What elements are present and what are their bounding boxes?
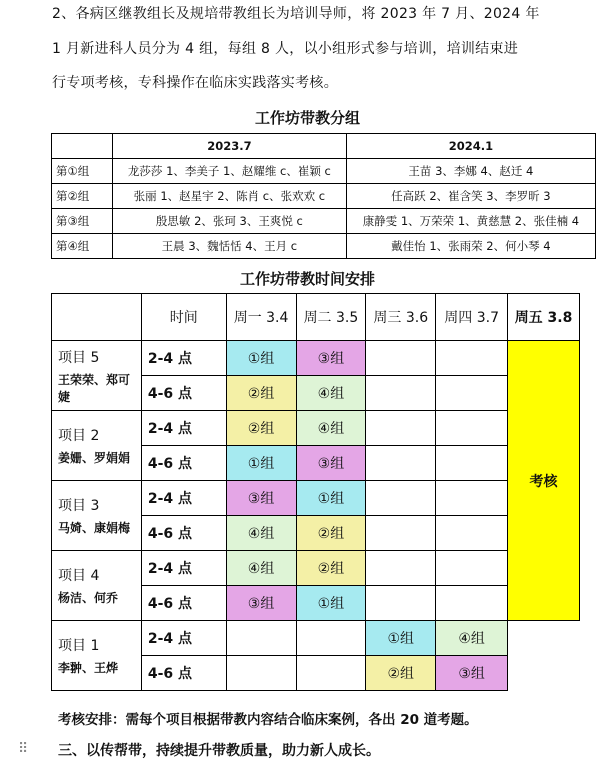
group-cell: ③组: [296, 341, 366, 376]
project-people: 杨洁、何乔: [58, 591, 119, 605]
groups-header-blank: [52, 134, 113, 159]
table-row: [52, 621, 580, 656]
day-header: 周四 3.7: [436, 294, 508, 341]
group-label: 第④组: [52, 234, 113, 259]
project-cell: [52, 411, 142, 481]
group-cell: ②组: [226, 376, 296, 411]
schedule-header-blank: [52, 294, 142, 341]
group-members-2023: 王晨 3、魏恬恬 4、王月 c: [113, 234, 347, 259]
group-cell: ④组: [296, 411, 366, 446]
table-row: [52, 184, 596, 209]
group-cell: ③组: [436, 656, 508, 691]
group-label: 第③组: [52, 209, 113, 234]
time-slot: 2-4 点: [141, 341, 226, 376]
table-row: [52, 551, 580, 586]
time-slot: 4-6 点: [141, 376, 226, 411]
table-row: [52, 209, 596, 234]
project-name: 项目 1: [58, 638, 100, 654]
group-cell: [366, 481, 436, 516]
drag-handle-icon[interactable]: ⠿: [18, 741, 29, 757]
group-cell: ③组: [296, 446, 366, 481]
project-name: 项目 5: [58, 349, 100, 366]
group-cell: ①组: [226, 341, 296, 376]
schedule-header-row: [52, 294, 580, 341]
group-cell: ①组: [296, 586, 366, 621]
group-members-2024: 戴佳怡 1、张雨荣 2、何小琴 4: [346, 234, 595, 259]
group-cell: ②组: [296, 551, 366, 586]
schedule-title: 工作坊带教时间安排: [239, 270, 375, 288]
group-cell: ④组: [436, 621, 508, 656]
group-cell: ②组: [366, 656, 436, 691]
time-slot: 4-6 点: [141, 656, 226, 691]
group-cell: ①组: [366, 621, 436, 656]
group-members-2024: 任高跃 2、崔含笑 3、李罗昕 3: [346, 184, 595, 209]
group-cell: ④组: [296, 376, 366, 411]
project-people: 马婍、康娟梅: [58, 521, 131, 535]
project-name: 项目 3: [58, 498, 100, 514]
project-cell: [52, 341, 142, 411]
time-header: 时间: [141, 294, 226, 341]
exam-cell: 考核: [508, 341, 580, 621]
day-header: 周五 3.8: [508, 294, 580, 341]
day-header: 周一 3.4: [226, 294, 296, 341]
group-cell: [366, 586, 436, 621]
table-row: [52, 159, 596, 184]
time-slot: 2-4 点: [141, 481, 226, 516]
groups-table: [51, 133, 596, 259]
time-slot: 4-6 点: [141, 586, 226, 621]
group-cell: [436, 586, 508, 621]
time-slot: 4-6 点: [141, 516, 226, 551]
time-slot: 2-4 点: [141, 551, 226, 586]
project-name: 项目 4: [58, 568, 100, 584]
table-row: [52, 234, 596, 259]
time-slot: 2-4 点: [141, 621, 226, 656]
project-people: 王荣荣、郑可婕: [58, 372, 131, 404]
project-name: 项目 2: [58, 428, 100, 444]
group-cell: ②组: [296, 516, 366, 551]
schedule-table: [51, 293, 580, 691]
project-people: 李翀、王烨: [58, 661, 119, 675]
group-members-2023: 张丽 1、赵星宇 2、陈肖 c、张欢欢 c: [113, 184, 347, 209]
group-cell: [296, 656, 366, 691]
project-cell: [52, 551, 142, 621]
groups-header-2024: 2024.1: [346, 134, 595, 159]
group-members-2023: 殷思敏 2、张珂 3、王爽悦 c: [113, 209, 347, 234]
group-cell: [366, 446, 436, 481]
group-cell: [436, 551, 508, 586]
group-cell: ②组: [226, 411, 296, 446]
intro-line-3: 行专项考核，专科操作在临床实践落实考核。: [52, 75, 338, 91]
group-label: 第②组: [52, 184, 113, 209]
table-row: [52, 411, 580, 446]
project-cell: [52, 621, 142, 691]
time-slot: 4-6 点: [141, 446, 226, 481]
day-header: 周二 3.5: [296, 294, 366, 341]
day-header: 周三 3.6: [366, 294, 436, 341]
group-cell: ①组: [296, 481, 366, 516]
closing-heading: 三、以传帮带，持续提升带教质量，助力新人成长。: [58, 743, 380, 759]
group-cell: [366, 516, 436, 551]
group-cell: ④组: [226, 516, 296, 551]
group-cell: ①组: [226, 446, 296, 481]
group-cell: [226, 656, 296, 691]
groups-header-2023: 2023.7: [113, 134, 347, 159]
group-members-2024: 王苗 3、李娜 4、赵迁 4: [346, 159, 595, 184]
group-cell: [436, 516, 508, 551]
group-cell: [366, 411, 436, 446]
project-cell: [52, 481, 142, 551]
group-members-2023: 龙莎莎 1、李美子 1、赵耀维 c、崔颖 c: [113, 159, 347, 184]
table-row: [52, 481, 580, 516]
group-cell: [436, 481, 508, 516]
group-cell: [436, 411, 508, 446]
group-cell: ③组: [226, 481, 296, 516]
groups-title: 工作坊带教分组: [254, 109, 360, 127]
exam-note: 考核安排：需每个项目根据带教内容结合临床案例，各出 20 道考题。: [58, 712, 478, 728]
group-cell: [226, 621, 296, 656]
group-cell: [366, 376, 436, 411]
project-people: 姜姗、罗娟娟: [58, 451, 131, 465]
group-cell: [366, 551, 436, 586]
time-slot: 2-4 点: [141, 411, 226, 446]
group-cell: [296, 621, 366, 656]
intro-line-1: 2、各病区继教组长及规培带教组长为培训导师，将 2023 年 7 月、2024 年: [52, 6, 540, 22]
group-cell: [366, 341, 436, 376]
intro-line-2: 1 月新进科人员分为 4 组，每组 8 人，以小组形式参与培训，培训结束进: [52, 41, 519, 57]
group-members-2024: 康静雯 1、万荣荣 1、黄慈慧 2、张佳楠 4: [346, 209, 595, 234]
group-cell: ④组: [226, 551, 296, 586]
group-cell: [436, 376, 508, 411]
group-cell: [436, 446, 508, 481]
table-row: [52, 341, 580, 376]
group-cell: ③组: [226, 586, 296, 621]
group-label: 第①组: [52, 159, 113, 184]
group-cell: [436, 341, 508, 376]
